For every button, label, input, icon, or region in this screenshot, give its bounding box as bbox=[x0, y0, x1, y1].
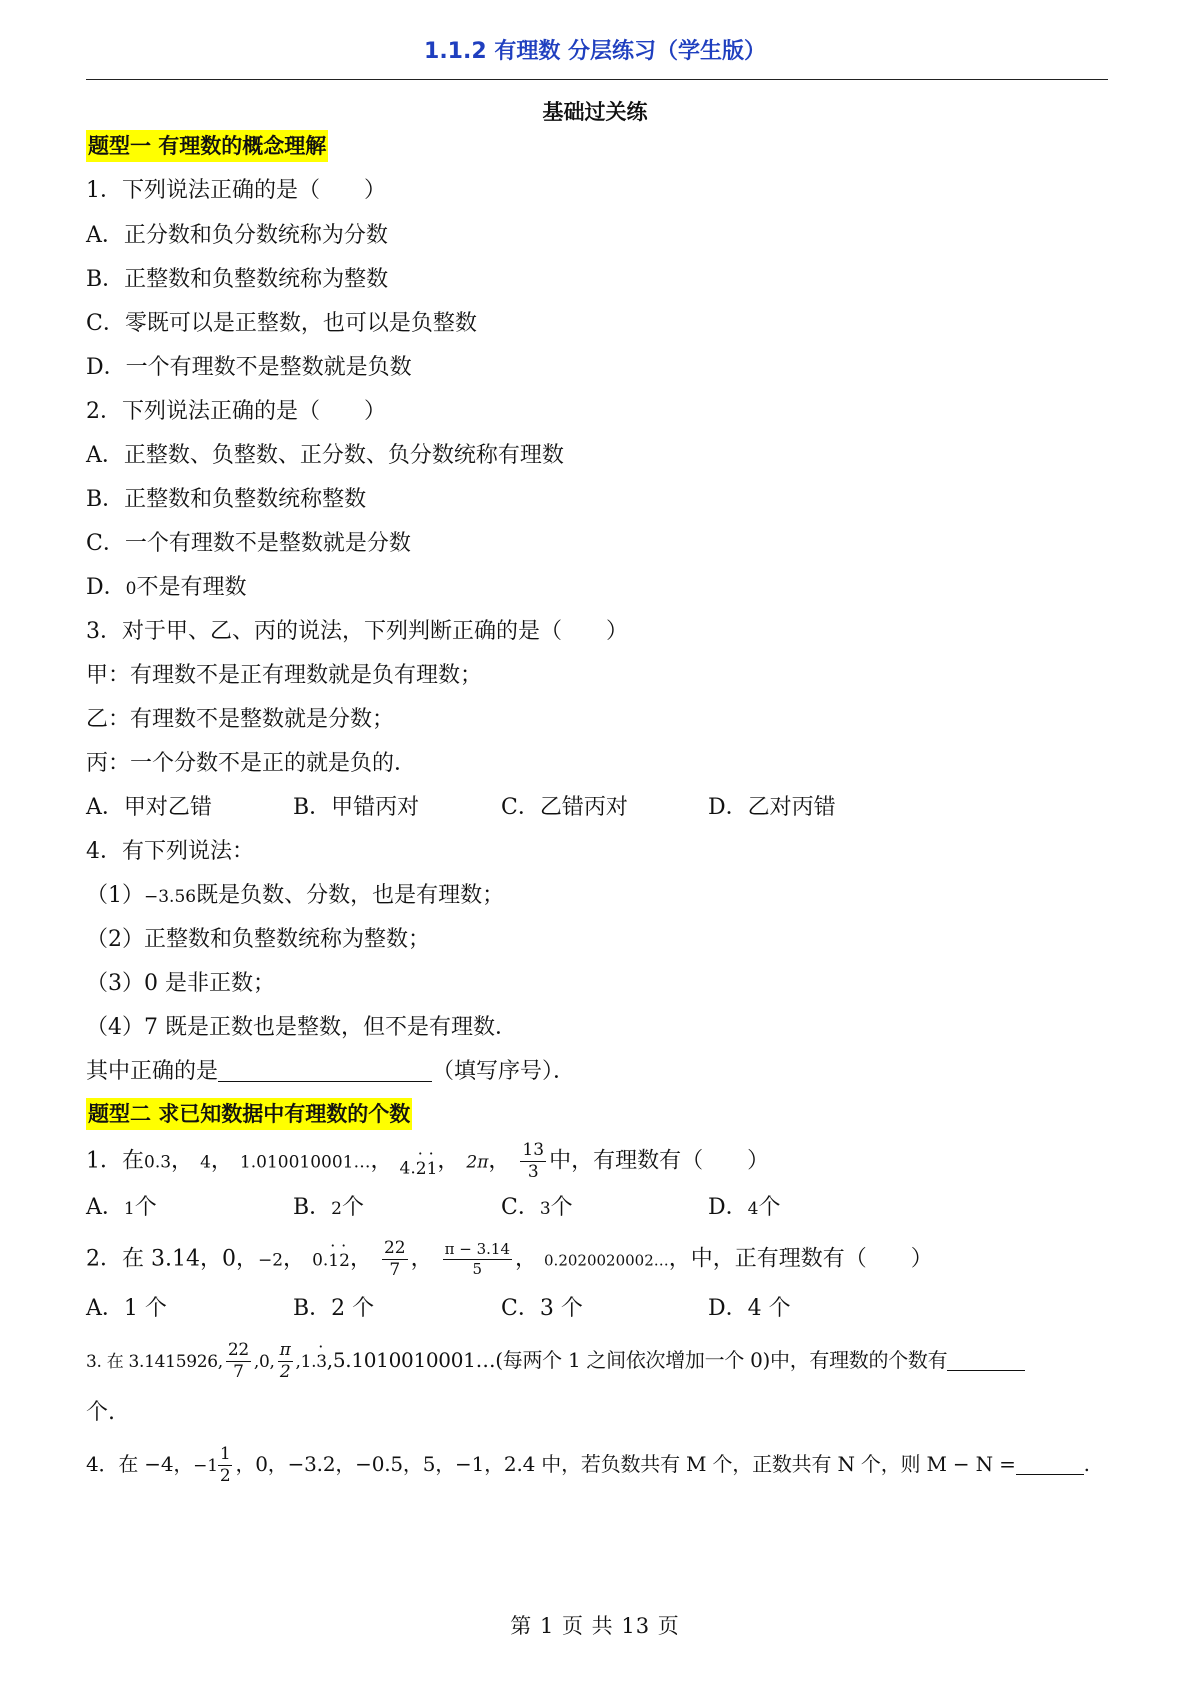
section-title: 基础过关练 bbox=[542, 100, 648, 124]
t2-q1-option-b: B．2个 bbox=[293, 1195, 365, 1220]
header-divider bbox=[86, 79, 1108, 80]
t1-q3-option-b: B．甲错丙对 bbox=[293, 795, 420, 820]
fraction-pi-minus-3-14: $\frac{\pi - 3.14}{5}$ bbox=[444, 1240, 510, 1278]
t1-q3-stem: 3．对于甲、乙、丙的说法，下列判断正确的是（ ） bbox=[86, 619, 628, 644]
t2-q1-option-c: C．3个 bbox=[501, 1195, 573, 1220]
fraction-1-2: $\frac{1}{2}$ bbox=[219, 1444, 231, 1486]
t1-q1-stem: 1．下列说法正确的是（ ） bbox=[86, 178, 386, 203]
t1-q4-statement-2: （2）正整数和负整数统称为整数； bbox=[86, 927, 430, 952]
type1-heading: 题型一 有理数的概念理解 bbox=[86, 136, 328, 158]
t1-q1-option-a: A．正分数和负分数统称为分数 bbox=[86, 223, 388, 248]
t1-q2-option-d: D．0不是有理数 bbox=[86, 575, 247, 600]
t1-q3-statement-yi: 乙：有理数不是整数就是分数； bbox=[86, 707, 395, 732]
fraction-pi-2: $\frac{\pi}{2}$ bbox=[279, 1340, 291, 1382]
t1-q2-stem: 2．下列说法正确的是（ ） bbox=[86, 399, 386, 424]
t2-q3-stem: 3. 在 3.1415926, $\frac{22}{7}$ ,0, $\frac{\pi}{2}$ ,1.3 ·,5.1010010001…(每两个 1 之间依次增加一个 0)中，有理数的个数有 bbox=[86, 1342, 1025, 1381]
t1-q4-answer-line: 其中正确的是 （填写序号）． bbox=[86, 1059, 576, 1084]
t1-q3-option-c: C．乙错丙对 bbox=[501, 795, 628, 820]
t2-q2-option-b: B．2 个 bbox=[293, 1296, 375, 1321]
fraction-13-3: $\frac{13}{3}$ bbox=[522, 1140, 545, 1182]
t1-q1-option-b: B．正整数和负整数统称为整数 bbox=[86, 267, 389, 292]
t1-q4-stem: 4．有下列说法： bbox=[86, 839, 254, 864]
t1-q3-statement-bing: 丙：一个分数不是正的就是负的． bbox=[86, 751, 417, 776]
repeating-decimal: $_{4.2 \cdot 1}$ · bbox=[400, 1159, 438, 1179]
t2-q4-stem: 4．在 −4，−1 $\frac{1}{2}$ ，0，−3.2，−0.5，5，−1，2.4 中，若负数共有 M 个，正数共有 N 个，则 M − N = . bbox=[86, 1444, 1090, 1486]
t1-q3-option-d: D．乙对丙错 bbox=[708, 795, 836, 820]
document-title: 1.1.2 有理数 分层练习（学生版） bbox=[424, 39, 766, 64]
t2-q3-continuation: 个. bbox=[86, 1400, 115, 1425]
repeating-decimal-2: 0.1 ·2 · bbox=[312, 1251, 350, 1271]
t1-q2-option-a: A．正整数、负整数、正分数、负分数统称有理数 bbox=[86, 443, 564, 468]
t1-q4-statement-1: （1）−3.56既是负数、分数，也是有理数； bbox=[86, 883, 505, 908]
fraction-22-7: $\frac{22}{7}$ bbox=[383, 1238, 406, 1280]
t2-q1-stem: 1．在0.3， 4， 1.010010001…， $_{4.2 \cdot 1}$ ·， 2π， $\frac{13}{3}$ 中，有理数有（ ） bbox=[86, 1142, 769, 1181]
t2-q2-option-a: A．1 个 bbox=[86, 1296, 167, 1321]
t1-q1-option-c: C．零既可以是正整数，也可以是负整数 bbox=[86, 311, 477, 336]
t1-q4-statement-4: （4）7 既是正数也是整数，但不是有理数． bbox=[86, 1015, 517, 1040]
t1-q3-option-a: A．甲对乙错 bbox=[86, 795, 212, 820]
m-minus-n-blank[interactable] bbox=[1016, 1454, 1084, 1475]
answer-blank[interactable] bbox=[218, 1061, 432, 1082]
t2-q2-option-c: C．3 个 bbox=[501, 1296, 583, 1321]
t2-q1-option-d: D．4个 bbox=[708, 1195, 781, 1220]
t1-q3-statement-jia: 甲：有理数不是正有理数就是负有理数； bbox=[86, 663, 483, 688]
count-blank[interactable] bbox=[947, 1350, 1025, 1371]
page-footer: 第 1 页 共 13 页 bbox=[510, 1614, 680, 1638]
t2-q2-option-d: D．4 个 bbox=[708, 1296, 791, 1321]
type2-heading: 题型二 求已知数据中有理数的个数 bbox=[86, 1104, 412, 1126]
fraction-22-7-b: $\frac{22}{7}$ bbox=[227, 1340, 249, 1382]
t1-q4-statement-3: （3）0 是非正数； bbox=[86, 971, 275, 996]
t1-q2-option-b: B．正整数和负整数统称整数 bbox=[86, 487, 367, 512]
t1-q2-option-c: C．一个有理数不是整数就是分数 bbox=[86, 531, 411, 556]
t2-q2-stem: 2．在 3.14，0，−2， 0.1 ·2 ·， $\frac{22}{7}$ ， $\frac{\pi - 3.14}{5}$ ， 0.2020020002…，中，正有理数有（ ） bbox=[86, 1240, 933, 1279]
t2-q1-option-a: A．1个 bbox=[86, 1195, 157, 1220]
t1-q1-option-d: D．一个有理数不是整数就是负数 bbox=[86, 355, 412, 380]
